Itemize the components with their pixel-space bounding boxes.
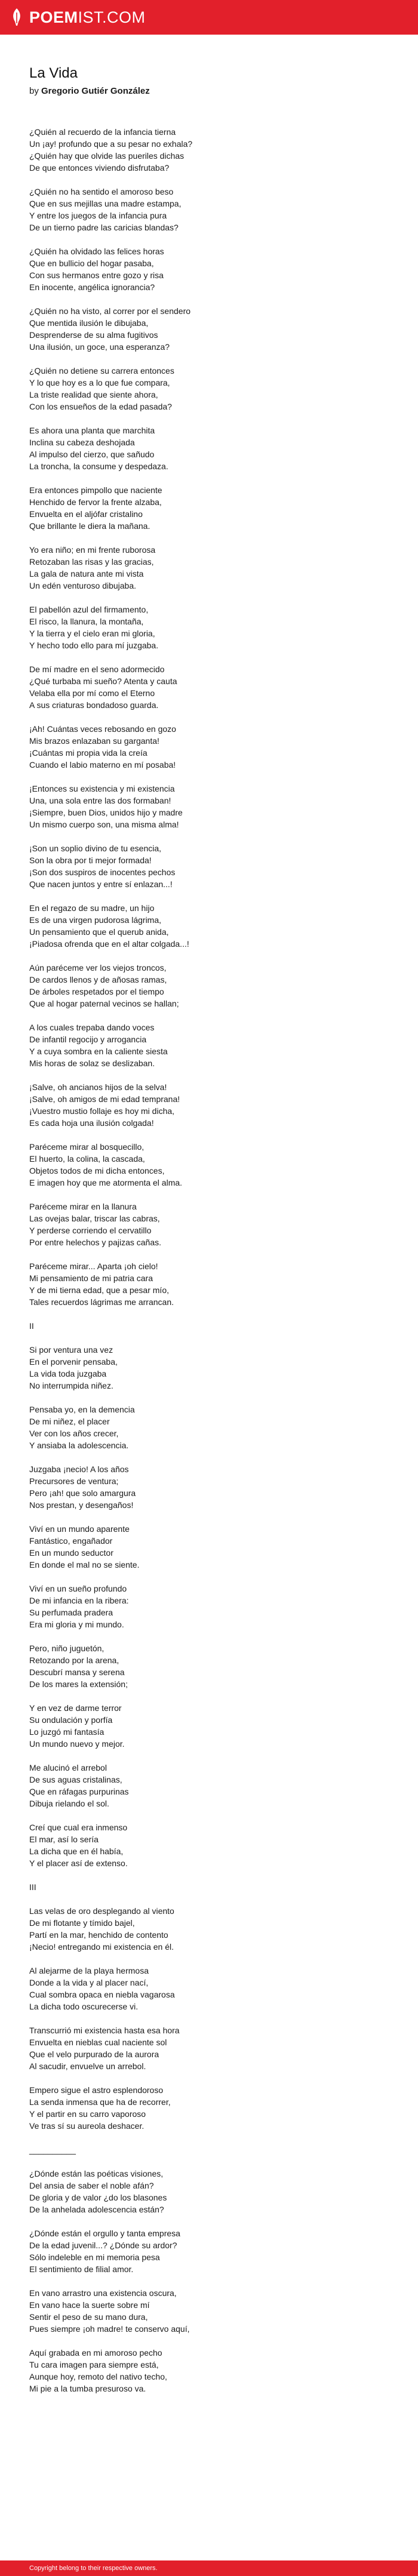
- author-link[interactable]: Gregorio Gutiér González: [41, 86, 150, 96]
- poem-line: Es de una virgen pudorosa lágrima,: [29, 915, 162, 925]
- poem-line: De mi flotante y tímido bajel,: [29, 1918, 135, 1928]
- poem-line: ¡Necio! entregando mi existencia en él.: [29, 1942, 174, 1952]
- poem-line: ¿Quién no ha visto, al correr por el sendero: [29, 306, 191, 316]
- stanza: [29, 544, 388, 592]
- poem-line: De gloria y de valor ¿do los blasones: [29, 2193, 167, 2202]
- poem-line: De la edad juvenil...? ¿Dónde su ardor?: [29, 2240, 177, 2250]
- poem-line: Tu cara imagen para siempre está,: [29, 2360, 159, 2369]
- poem-line: Pero, niño juguetón,: [29, 1644, 105, 1653]
- poem-line: Con sus hermanos entre gozo y risa: [29, 270, 164, 280]
- poem-line: Una, una sola entre las dos formaban!: [29, 796, 171, 805]
- poem-line: Mi pensamiento de mi patria cara: [29, 1273, 153, 1283]
- stanza: [29, 1081, 388, 1129]
- poem-line: La troncha, la consume y despedaza.: [29, 461, 168, 471]
- poem-line: Donde a la vida y al placer nací,: [29, 1978, 149, 1987]
- poem-line: III: [29, 1882, 36, 1892]
- poem-line: Viví en un sueño profundo: [29, 1584, 127, 1593]
- poem-line: ¿Quién ha olvidado las felices horas: [29, 247, 164, 256]
- poem-line: En donde el mal no se siente.: [29, 1560, 140, 1569]
- logo-text-thin: IST.COM: [78, 8, 146, 26]
- stanza: [29, 1141, 388, 1189]
- poem-line: De un tierno padre las caricias blandas?: [29, 223, 179, 232]
- stanza: [29, 723, 388, 771]
- stanza: [29, 2144, 388, 2156]
- poem-line: Y el placer así de extenso.: [29, 1858, 128, 1868]
- poem-line: ¡Son dos suspiros de inocentes pechos: [29, 867, 176, 877]
- stanza: [29, 783, 388, 830]
- poem-line: II: [29, 1321, 34, 1331]
- stanza: [29, 2347, 388, 2395]
- stanza: [29, 186, 388, 233]
- poem-line: ¡Ah! Cuántas veces rebosando en gozo: [29, 724, 176, 734]
- poem-line: Descubrí mansa y serena: [29, 1667, 125, 1677]
- poem-line: Inclina su cabeza deshojada: [29, 438, 135, 447]
- poem-line: Pues siempre ¡oh madre! te conservo aquí,: [29, 2324, 190, 2334]
- top-bar: [0, 0, 418, 35]
- poem-line: Que en ráfagas purpurinas: [29, 1787, 129, 1796]
- poem-line: ¿Quién no detiene su carrera entonces: [29, 366, 174, 376]
- poem-line: Mis horas de solaz se deslizaban.: [29, 1058, 155, 1068]
- poem-line: De cardos llenos y de añosas ramas,: [29, 975, 167, 984]
- poem-line: La vida toda juzgaba: [29, 1369, 107, 1378]
- poem-line: El pabellón azul del firmamento,: [29, 605, 149, 614]
- poem-line: Pero ¡ah! que solo amargura: [29, 1488, 136, 1498]
- stanza: [29, 663, 388, 711]
- stanza: [29, 484, 388, 532]
- poem-line: Las ovejas balar, triscar las cabras,: [29, 1214, 160, 1223]
- poem-line: Un mundo nuevo y mejor.: [29, 1739, 125, 1749]
- poem-line: Y de mi tierna edad, que a pesar mío,: [29, 1285, 169, 1295]
- poem-line: De sus aguas cristalinas,: [29, 1775, 122, 1784]
- poem-line: Objetos todos de mi dicha entonces,: [29, 1166, 165, 1175]
- poem-line: Desprenderse de su alma fugitivos: [29, 330, 158, 340]
- poem-line: Henchido de fervor la frente alzaba,: [29, 497, 162, 507]
- poem-line: Aunque hoy, remoto del nativo techo,: [29, 2372, 167, 2381]
- stanza: [29, 1642, 388, 1690]
- poem-line: Que al hogar paternal vecinos se hallan;: [29, 999, 179, 1008]
- stanza: [29, 2227, 388, 2275]
- poem-line: Retozando por la arena,: [29, 1655, 119, 1665]
- stanza: [29, 962, 388, 1010]
- poem-line: Si por ventura una vez: [29, 1345, 113, 1355]
- stanza: [29, 365, 388, 413]
- poem-line: Que en bullicio del hogar pasaba,: [29, 258, 154, 268]
- poem-line: E imagen hoy que me atormenta el alma.: [29, 1178, 183, 1187]
- poem-line: La triste realidad que siente ahora,: [29, 390, 158, 399]
- poem-line: Y ansiaba la adolescencia.: [29, 1441, 129, 1450]
- poem-line: Era entonces pimpollo que naciente: [29, 485, 162, 495]
- poem-line: De árboles respetados por el tiempo: [29, 987, 164, 996]
- poem-line: Y en vez de darme terror: [29, 1703, 122, 1713]
- poem-line: Y hecho todo ello para mí juzgaba.: [29, 641, 159, 650]
- poem-line: El mar, así lo sería: [29, 1835, 99, 1844]
- poem-line: ¡Piadosa ofrenda que en el altar colgada...!: [29, 939, 189, 949]
- poem-line: Aquí grabada en mi amoroso pecho: [29, 2348, 162, 2358]
- poem-line: Yo era niño; en mi frente ruborosa: [29, 545, 156, 555]
- stanza: [29, 245, 388, 293]
- poem-line: No interrumpida niñez.: [29, 1381, 113, 1390]
- poem-line: En el porvenir pensaba,: [29, 1357, 118, 1367]
- copyright-text: Copyright belong to their respective owners.: [29, 2565, 158, 2572]
- poem-line: ¡Salve, oh ancianos hijos de la selva!: [29, 1082, 167, 1092]
- stanza: [29, 1821, 388, 1869]
- poem-line: ¡Son un soplio divino de tu esencia,: [29, 844, 162, 853]
- poem-line: En vano arrastro una existencia oscura,: [29, 2288, 177, 2298]
- poem-line: Viví en un mundo aparente: [29, 1524, 130, 1534]
- poem-line: Y entre los juegos de la infancia pura: [29, 211, 167, 220]
- poem-line: Es ahora una planta que marchita: [29, 426, 155, 435]
- stanza: [29, 1260, 388, 1308]
- poem-line: ¿Quién hay que olvide las pueriles dichas: [29, 151, 185, 161]
- poem-line: De infantil regocijo y arrogancia: [29, 1035, 147, 1044]
- poem-line: En vano hace la suerte sobre mí: [29, 2300, 150, 2310]
- poem-line: Retozaban las risas y las gracias,: [29, 557, 154, 567]
- poem-line: Tales recuerdos lágrimas me arrancan.: [29, 1297, 174, 1307]
- poem-line: ¿Quién al recuerdo de la infancia tierna: [29, 127, 176, 137]
- stanza: [29, 1021, 388, 1069]
- poem-line: Al alejarme de la playa hermosa: [29, 1966, 149, 1975]
- poem-line: Que nacen juntos y entre sí enlazan...!: [29, 879, 173, 889]
- poem-line: Ve tras sí su aureola deshacer.: [29, 2121, 145, 2131]
- poem-line: El sentimiento de filial amor.: [29, 2264, 134, 2274]
- poem-line: Precursores de ventura;: [29, 1476, 119, 1486]
- stanza: [29, 2287, 388, 2335]
- poem-line: Mis brazos enlazaban su garganta!: [29, 736, 159, 746]
- poem-line: ¿Qué turbaba mi sueño? Atenta y cauta: [29, 676, 177, 686]
- poem-line: De mi niñez, el placer: [29, 1417, 110, 1426]
- poem-line: __________: [29, 2145, 76, 2155]
- poem-line: A los cuales trepaba dando voces: [29, 1023, 155, 1032]
- stanza: [29, 1965, 388, 2012]
- poem-line: Del ansia de saber el noble afán?: [29, 2181, 154, 2190]
- poem-line: Son la obra por ti mejor formada!: [29, 855, 152, 865]
- stanza: [29, 604, 388, 651]
- poem-line: Fantástico, engañador: [29, 1536, 113, 1546]
- stanza: [29, 1702, 388, 1750]
- poem-line: Que brillante le diera la mañana.: [29, 521, 150, 531]
- poem-line: A sus criaturas bondadoso guarda.: [29, 700, 159, 710]
- poem-line: Nos prestan, y desengaños!: [29, 1500, 134, 1510]
- stanza: [29, 1344, 388, 1392]
- poem-line: Ver con los años crecer,: [29, 1429, 119, 1438]
- poem-line: Que mentida ilusión le dibujaba,: [29, 318, 149, 328]
- poem-line: Juzgaba ¡necio! A los años: [29, 1464, 129, 1474]
- poem-line: Y la tierra y el cielo eran mi gloria,: [29, 629, 155, 638]
- poem-line: La dicha todo oscurecerse vi.: [29, 2002, 139, 2011]
- poem-line: Aún paréceme ver los viejos troncos,: [29, 963, 167, 972]
- poem-line: De los mares la extensión;: [29, 1679, 128, 1689]
- poem-line: La gala de natura ante mi vista: [29, 569, 144, 578]
- poem-line: Su ondulación y porfía: [29, 1715, 113, 1725]
- poem-line: Transcurrió mi existencia hasta esa hora: [29, 2026, 180, 2035]
- poem-line: Cuando el labio materno en mí posaba!: [29, 760, 176, 770]
- poem-line: Cual sombra opaca en niebla vagarosa: [29, 1990, 175, 1999]
- poem-line: Que en sus mejillas una madre estampa,: [29, 199, 182, 208]
- poem-line: Con los ensueños de la edad pasada?: [29, 402, 172, 411]
- poem-line: Partí en la mar, henchido de contento: [29, 1930, 168, 1940]
- poem-line: Su perfumada pradera: [29, 1608, 113, 1617]
- poem-line: Y lo que hoy es a lo que fue compara,: [29, 378, 170, 387]
- poem-line: Y perderse corriendo el cervatillo: [29, 1226, 152, 1235]
- poem-line: Al impulso del cierzo, que sañudo: [29, 450, 155, 459]
- poem-line: Envuelta en nieblas cual naciente sol: [29, 2038, 167, 2047]
- poem-line: Paréceme mirar... Aparta ¡oh cielo!: [29, 1261, 158, 1271]
- poem-line: Que el velo purpurado de la aurora: [29, 2049, 159, 2059]
- stanza: [29, 1881, 388, 1893]
- poem-line: El huerto, la colina, la cascada,: [29, 1154, 145, 1164]
- poem-line: De que entonces viviendo disfrutaba?: [29, 163, 170, 173]
- stanza: [29, 1404, 388, 1451]
- stanza: [29, 424, 388, 472]
- stanza: [29, 305, 388, 353]
- poem-line: La senda inmensa que ha de recorrer,: [29, 2097, 171, 2107]
- poem-line: Un mismo cuerpo son, una misma alma!: [29, 820, 179, 829]
- poem-line: En inocente, angélica ignorancia?: [29, 282, 155, 292]
- stanza: [29, 1523, 388, 1571]
- poem-line: De mí madre en el seno adormecido: [29, 664, 165, 674]
- poem-line: Paréceme mirar en la llanura: [29, 1202, 137, 1211]
- poem-line: Paréceme mirar al bosquecillo,: [29, 1142, 145, 1152]
- poem-line: De mi infancia en la ribera:: [29, 1596, 129, 1605]
- poem-line: Velaba ella por mí como el Eterno: [29, 688, 155, 698]
- poem-line: Un ¡ay! profundo que a su pesar no exhala?: [29, 139, 193, 149]
- poem-title: La Vida: [29, 65, 78, 81]
- poem-line: Al sacudir, envuelve un arrebol.: [29, 2061, 146, 2071]
- poem-line: ¡Entonces su existencia y mi existencia: [29, 784, 175, 793]
- byline-prefix: by: [29, 86, 39, 96]
- poem-line: Empero sigue el astro esplendoroso: [29, 2085, 164, 2095]
- poem-line: ¡Siempre, buen Dios, unidos hijo y madre: [29, 808, 183, 817]
- poem-line: Sentir el peso de su mano dura,: [29, 2312, 148, 2322]
- poem-content: [29, 64, 388, 2406]
- poem-line: Envuelta en el aljófar cristalino: [29, 509, 143, 519]
- poem-line: ¿Dónde están las poéticas visiones,: [29, 2169, 164, 2178]
- site-logo[interactable]: [10, 8, 146, 27]
- stanza: [29, 842, 388, 890]
- stanza: [29, 1463, 388, 1511]
- stanza: [29, 2024, 388, 2072]
- poem-line: Y el partir en su carro vaporoso: [29, 2109, 146, 2119]
- poem-line: Y a cuya sombra en la caliente siesta: [29, 1047, 168, 1056]
- stanza: [29, 1583, 388, 1630]
- logo-text-bold: POEM: [29, 8, 78, 26]
- poem-line: En el regazo de su madre, un hijo: [29, 903, 155, 913]
- poem-body: [29, 126, 388, 2395]
- poem-line: Una ilusión, un goce, una esperanza?: [29, 342, 170, 352]
- poem-line: Sólo indeleble en mi memoria pesa: [29, 2252, 160, 2262]
- stanza: [29, 126, 388, 174]
- poem-line: Las velas de oro desplegando al viento: [29, 1906, 174, 1916]
- stanza: [29, 1201, 388, 1248]
- poem-line: Dibuja rielando el sol.: [29, 1799, 109, 1808]
- poem-line: ¿Dónde están el orgullo y tanta empresa: [29, 2229, 180, 2238]
- poem-line: Me alucinó el arrebol: [29, 1763, 107, 1772]
- poem-line: Por entre helechos y pajizas cañas.: [29, 1238, 162, 1247]
- poem-line: En un mundo seductor: [29, 1548, 113, 1558]
- stanza: [29, 1905, 388, 1953]
- poem-line: Era mi gloria y mi mundo.: [29, 1620, 124, 1629]
- quill-pen-icon: [10, 8, 24, 27]
- poem-line: Lo juzgó mi fantasía: [29, 1727, 105, 1737]
- stanza: [29, 2168, 388, 2215]
- footer-bar: [0, 2560, 418, 2576]
- poem-line: ¿Quién no ha sentido el amoroso beso: [29, 187, 174, 196]
- stanza: [29, 2084, 388, 2132]
- stanza: [29, 1762, 388, 1809]
- poem-line: De la anhelada adolescencia están?: [29, 2205, 164, 2214]
- poem-line: Pensaba yo, en la demencia: [29, 1405, 135, 1414]
- poem-line: Mi pie a la tumba presuroso va.: [29, 2384, 146, 2393]
- poem-line: Creí que cual era inmenso: [29, 1823, 128, 1832]
- poem-line: Un edén venturoso dibujaba.: [29, 581, 137, 590]
- logo-wordmark: [29, 8, 146, 27]
- poem-line: El risco, la llanura, la montaña,: [29, 617, 144, 626]
- poem-line: Es cada hoja una ilusión colgada!: [29, 1118, 154, 1128]
- poem-line: Un pensamiento que el querub anida,: [29, 927, 169, 937]
- poem-line: ¡Vuestro mustio follaje es hoy mi dicha,: [29, 1106, 175, 1116]
- stanza: [29, 902, 388, 950]
- poem-line: ¡Cuántas mi propia vida la creía: [29, 748, 147, 758]
- poem-byline: [29, 85, 388, 97]
- stanza: [29, 1320, 388, 1332]
- poem-line: La dicha que en él había,: [29, 1846, 124, 1856]
- poem-line: ¡Salve, oh amigos de mi edad temprana!: [29, 1094, 180, 1104]
